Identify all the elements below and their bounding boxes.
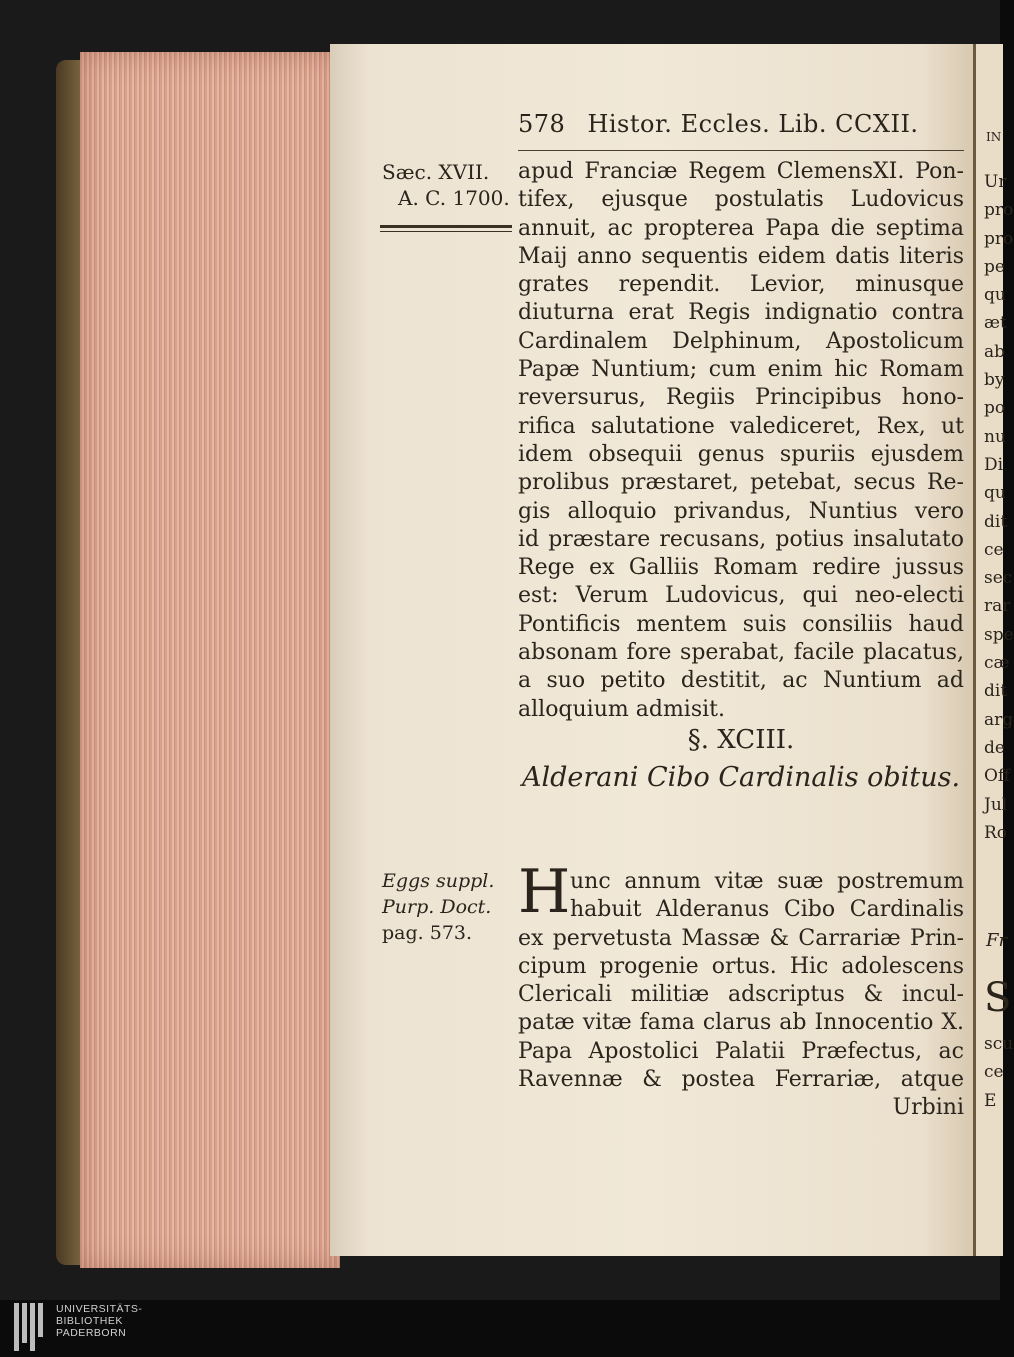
text-line: diuturna erat Regis indignatio contra xyxy=(518,300,964,326)
facing-fragment: pe xyxy=(984,256,1005,277)
library-logo xyxy=(14,1303,142,1351)
margin-rule-thick xyxy=(380,225,512,228)
facing-fragment: qu xyxy=(984,285,1006,306)
text-line: annuit, ac propterea Papa die septima xyxy=(518,215,964,241)
text-line: Ravennæ & postea Ferrariæ, atque xyxy=(518,1067,964,1093)
running-title: Histor. Eccles. Lib. CCXII. xyxy=(587,110,919,138)
section-title: Alderani Cibo Cardinalis obitus. xyxy=(521,762,961,793)
facing-fragment: æt xyxy=(984,313,1007,334)
facing-fragment: qu xyxy=(984,483,1006,504)
text-line: patæ vitæ fama clarus ab Innocentio X. xyxy=(518,1010,964,1036)
facing-fragment: ce xyxy=(984,1062,1004,1083)
margin-reference-line2: Purp. Doct. xyxy=(382,896,492,918)
facing-fragment: de xyxy=(984,737,1005,758)
text-line: ex pervetusta Massæ & Carrariæ Prin- xyxy=(518,925,964,951)
facing-page-initial: Fr xyxy=(986,930,1008,951)
facing-page-lower-fragments xyxy=(984,1030,1013,1115)
header-rule xyxy=(518,150,964,151)
facing-fragment: nu xyxy=(984,426,1006,447)
facing-fragment: spe xyxy=(984,624,1014,645)
text-line: reversurus, Regiis Principibus hono- xyxy=(518,385,964,411)
drop-cap: H xyxy=(518,857,571,927)
facing-fragment: arg xyxy=(984,709,1014,730)
facing-fragment: E xyxy=(984,1090,997,1111)
facing-fragment: Jul xyxy=(984,794,1008,815)
margin-saeculum: Sæc. XVII. xyxy=(382,160,490,184)
text-line: a suo petito destitit, ac Nuntium ad xyxy=(518,668,964,694)
text-line: absonam fore sperabat, facile placatus, xyxy=(518,640,964,666)
text-line: unc annum vitæ suæ postremum xyxy=(570,869,964,894)
text-line: Papa Apostolici Palatii Præfectus, ac xyxy=(518,1038,964,1064)
facing-fragment: dit xyxy=(984,681,1008,702)
facing-fragment: Ur xyxy=(984,172,1007,192)
text-line: grates rependit. Levior, minusque xyxy=(518,272,964,298)
catchword: Urbini xyxy=(892,1095,964,1121)
margin-anno: A. C. 1700. xyxy=(398,186,510,210)
text-line: Cardinalem Delphinum, Apostolicum xyxy=(518,328,964,354)
text-line: idem obsequii genus spuriis ejusdem xyxy=(518,441,964,467)
text-line: Rege ex Galliis Romam redire jussus xyxy=(518,555,964,581)
text-line: id præstare recusans, potius insalutato xyxy=(518,526,964,552)
text-line: apud Franciæ Regem ClemensXI. Pon- xyxy=(518,159,964,184)
margin-reference-line3: pag. 573. xyxy=(382,922,473,944)
facing-page-big-letter: S xyxy=(984,975,1012,1021)
facing-fragment: ab xyxy=(984,341,1006,362)
facing-fragment: po xyxy=(984,398,1006,419)
page-number: 578 xyxy=(518,110,566,138)
margin-rule-thin xyxy=(380,231,512,232)
facing-fragment: rar xyxy=(984,596,1011,617)
text-line: habuit Alderanus Cibo Cardinalis xyxy=(570,897,964,923)
running-header xyxy=(518,110,964,138)
text-line: cipum progenie ortus. Hic adolescens xyxy=(518,953,964,979)
facing-fragment: cæ xyxy=(984,653,1010,674)
facing-fragment: dit xyxy=(984,511,1008,532)
text-line: Papæ Nuntium; cum enim hic Romam xyxy=(518,357,964,383)
facing-fragment: pro xyxy=(984,200,1014,221)
facing-fragment: Ro xyxy=(984,822,1008,843)
page-edges-fore-edge xyxy=(80,52,340,1268)
facing-fragment: pro xyxy=(984,228,1014,249)
facing-fragment: by xyxy=(984,370,1005,391)
facing-page-header: IN xyxy=(986,130,1002,144)
text-line: Maij anno sequentis eidem datis literis xyxy=(518,243,964,269)
text-line: tifex, ejusque postulatis Ludovicus xyxy=(518,187,964,213)
facing-fragment: ce xyxy=(984,539,1004,560)
margin-reference-line1: Eggs suppl. xyxy=(382,870,495,892)
section-number: §. XCIII. xyxy=(687,725,795,755)
text-line: rifica salutatione valediceret, Rex, ut xyxy=(518,413,964,439)
text-block-1 xyxy=(518,158,964,724)
text-line: Clericali militiæ adscriptus & incul- xyxy=(518,982,964,1008)
text-line: est: Verum Ludovicus, qui neo-electi xyxy=(518,583,964,609)
facing-fragment: Di xyxy=(984,454,1004,475)
library-name: UNIVERSITÄTS- BIBLIOTHEK PADERBORN xyxy=(56,1303,143,1339)
facing-fragment: sec xyxy=(984,568,1013,589)
text-line: gis alloquio privandus, Nuntius vero xyxy=(518,498,964,524)
text-block-2 xyxy=(518,868,964,1123)
text-line: alloquium admisit. xyxy=(518,696,726,722)
text-line: Pontificis mentem suis consiliis haud xyxy=(518,611,964,637)
text-line: prolibus præstaret, petebat, secus Re- xyxy=(518,470,964,496)
facing-page-fragments xyxy=(984,168,1014,847)
library-logo-icon xyxy=(14,1303,48,1351)
facing-fragment: Off xyxy=(984,766,1011,787)
facing-fragment: scu xyxy=(984,1034,1014,1054)
